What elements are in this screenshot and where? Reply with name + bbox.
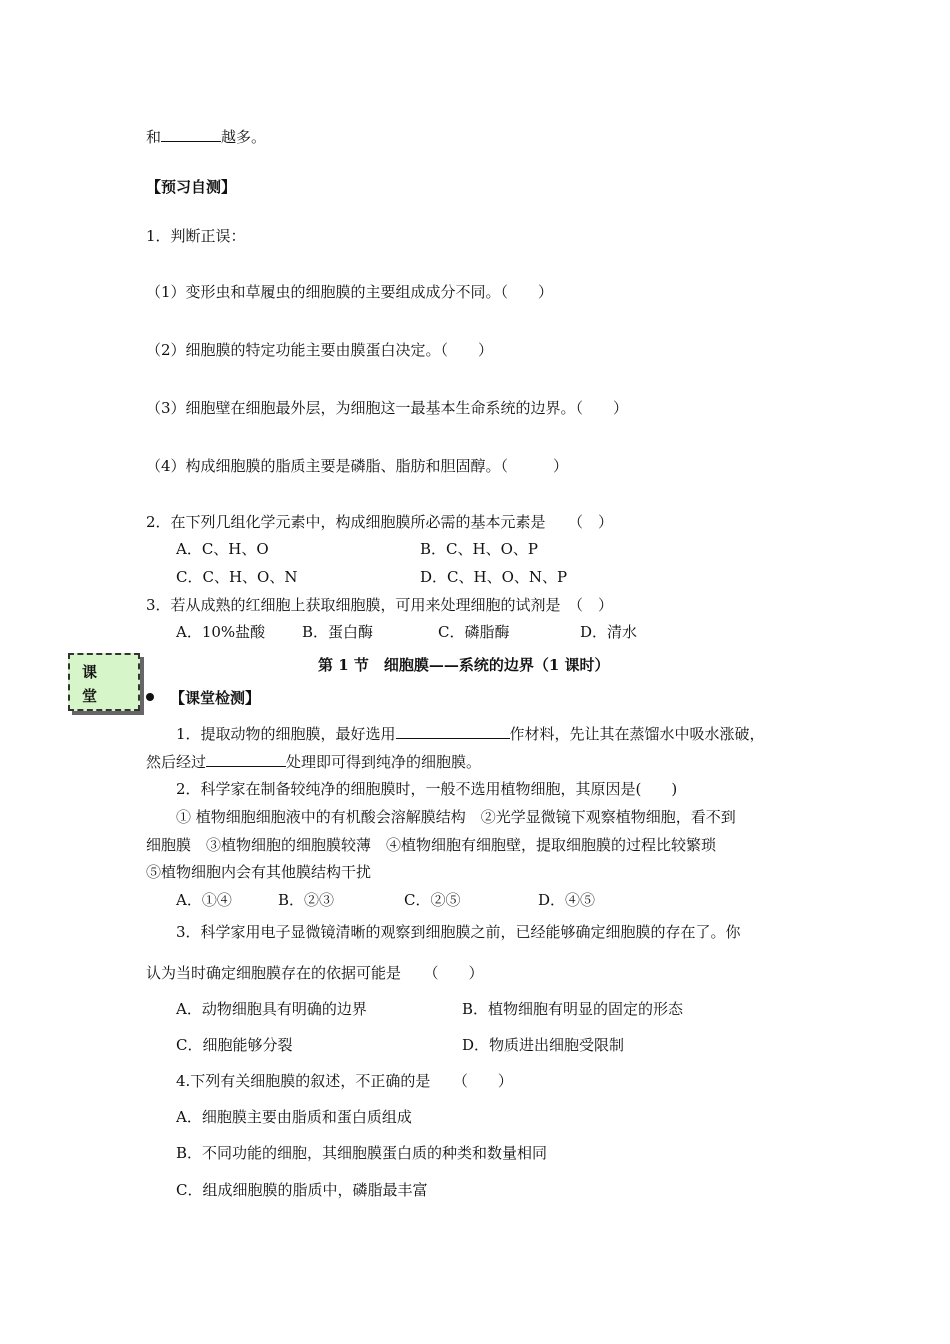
stamp-char-2: 堂	[82, 687, 98, 705]
cq1-line-1	[176, 723, 765, 744]
q2-option-c: C．C、H、O、N	[176, 568, 298, 586]
cq4-option-a: A．细胞膜主要由脂质和蛋白质组成	[176, 1108, 412, 1126]
q2-option-d: D．C、H、O、N、P	[420, 568, 568, 586]
cq2-option-d: D．④⑤	[538, 891, 596, 909]
bullet-icon	[146, 693, 154, 701]
cq2-option-b: B．②③	[278, 891, 335, 909]
cq2-option-c: C．②⑤	[404, 891, 461, 909]
continuation-text-before: 和	[146, 128, 162, 146]
cq1-line-2	[146, 751, 481, 772]
q3-stem: 3．若从成熟的红细胞上获取细胞膜，可用来处理细胞的试剂是 （ ）	[146, 596, 614, 614]
q2-option-a: A．C、H、O	[176, 540, 269, 558]
preview-heading: 【预习自测】	[146, 178, 237, 196]
q2-option-b: B．C、H、O、P	[420, 540, 538, 558]
q3-option-b: B．蛋白酶	[302, 623, 374, 641]
q3-option-a: A．10%盐酸	[176, 623, 266, 641]
lesson-title-text: 第 1 节 细胞膜——系统的边界（1 课时）	[318, 656, 610, 674]
cq4-option-c: C．组成细胞膜的脂质中，磷脂最丰富	[176, 1181, 428, 1199]
cq3-option-b: B．植物细胞有明显的固定的形态	[462, 1000, 684, 1018]
cq1-part3: 然后经过	[146, 753, 207, 771]
cq2-stem: 2．科学家在制备较纯净的细胞膜时，一般不选用植物细胞，其原因是( )	[176, 780, 678, 798]
cq3-option-a: A．动物细胞具有明确的边界	[176, 1000, 367, 1018]
cq3-stem-1: 3．科学家用电子显微镜清晰的观察到细胞膜之前，已经能够确定细胞膜的存在了。你	[176, 923, 741, 941]
q3-option-c: C．磷脂酶	[438, 623, 510, 641]
q3-option-d: D．清水	[580, 623, 638, 641]
answer-blank	[161, 126, 221, 142]
cq2-option-a: A．①④	[176, 891, 232, 909]
class-check-heading: 【课堂检测】	[170, 689, 261, 707]
answer-blank	[396, 723, 510, 739]
q1-item-4: （4）构成细胞膜的脂质主要是磷脂、脂肪和胆固醇。（ ）	[146, 457, 569, 475]
q1-item-2: （2）细胞膜的特定功能主要由膜蛋白决定。（ ）	[146, 341, 494, 359]
q1-item-3: （3）细胞壁在细胞最外层，为细胞这一最基本生命系统的边界。（ ）	[146, 399, 629, 417]
q1-item-1: （1）变形虫和草履虫的细胞膜的主要组成成分不同。（ ）	[146, 283, 554, 301]
answer-blank	[206, 751, 286, 767]
cq1-part4: 处理即可得到纯净的细胞膜。	[286, 753, 482, 771]
cq1-part2: 作材料，先让其在蒸馏水中吸水涨破，	[509, 725, 765, 743]
cq3-option-c: C．细胞能够分裂	[176, 1036, 293, 1054]
cq1-part1: 1．提取动物的细胞膜，最好选用	[176, 725, 396, 743]
cq3-option-d: D．物质进出细胞受限制	[462, 1036, 625, 1054]
continuation-text-after: 越多。	[221, 128, 267, 146]
cq2-line-2: 细胞膜 ③植物细胞的细胞膜较薄 ④植物细胞有细胞壁，提取细胞膜的过程比较繁琐	[146, 836, 717, 854]
lesson-title	[318, 655, 610, 675]
classroom-stamp	[68, 653, 140, 711]
q1-title: 1．判断正误：	[146, 227, 246, 245]
cq2-line-3: ⑤植物细胞内会有其他膜结构干扰	[146, 863, 372, 881]
cq4-option-b: B．不同功能的细胞，其细胞膜蛋白质的种类和数量相同	[176, 1144, 548, 1162]
stamp-char-1: 课	[82, 663, 98, 681]
cq4-stem: 4.下列有关细胞膜的叙述，不正确的是 （ ）	[176, 1072, 513, 1090]
continuation-line	[146, 126, 266, 147]
cq2-line-1: ① 植物细胞细胞液中的有机酸会溶解膜结构 ②光学显微镜下观察植物细胞，看不到	[176, 808, 736, 826]
q2-stem: 2．在下列几组化学元素中，构成细胞膜所必需的基本元素是 （ ）	[146, 513, 614, 531]
cq3-stem-2: 认为当时确定细胞膜存在的依据可能是 （ ）	[146, 964, 484, 982]
